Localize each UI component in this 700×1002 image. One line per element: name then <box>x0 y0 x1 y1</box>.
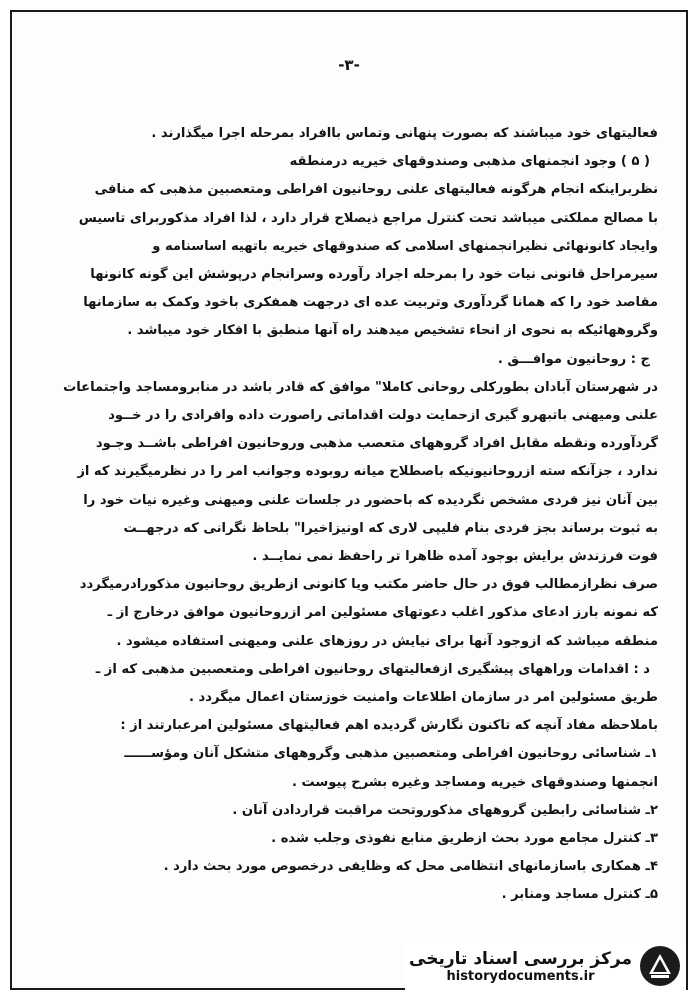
text-line: سیرمراحل قانونی نیات خود را بمرحله اجراد رآورده وسرانجام درپوشش این گونه کانونها <box>90 267 658 283</box>
section-heading: ج : روحانیون موافـــق . <box>497 351 650 367</box>
text-line: فوت فرزندش برایش بوجود آمده ظاهرا تر راحفظ نمی نمایــد . <box>252 549 658 565</box>
list-item: ۱ـ شناسائی روحانیون افراطی ومتعصبین مذهبی وگروههای متشکل آنان ومؤســــــ <box>124 746 658 762</box>
list-item: ۲ـ شناسائی رابطین گروههای مذکوروتحت مراقبت قراردادن آنان . <box>232 802 658 818</box>
text-line: با مصالح مملکتی میباشد تحت کنترل مراجع ذیصلاح قرار دارد ، لذا افراد مذکوربرای تاسیس <box>78 210 658 226</box>
document-body <box>52 120 658 910</box>
list-item: ۴ـ همکاری باسازمانهای انتظامی محل که وظایفی درخصوص مورد بحث دارد . <box>163 859 658 875</box>
text-line: در شهرستان آبادان بطورکلی روحانی کاملا" موافق که قادر باشد در منابرومساجد واجتماعات <box>63 379 658 395</box>
page-number: -۳- <box>338 56 360 74</box>
document-page <box>10 10 688 990</box>
text-line: وایجاد کانونهائی نظیرانجمنهای اسلامی که صندوقهای خیریه باتهیه اساسنامه و <box>152 238 658 254</box>
text-line: فعالیتهای خود میباشند که بصورت پنهانی وتماس باافراد بمرحله اجرا میگذارند . <box>151 126 658 141</box>
archive-watermark <box>405 942 686 990</box>
text-line: نظربراینکه انجام هرگونه فعالیتهای علنی روحانیون افراطی ومتعصبین مذهبی که منافی <box>94 182 658 198</box>
text-line: که نمونه بارز ادعای مذکور اغلب دعوتهای مسئولین امر ازروحانیون موافق درخارج از ـ <box>107 605 658 621</box>
list-item: ۳ـ کنترل مجامع مورد بحث ازطریق منابع نفوذی وجلب شده . <box>271 831 658 847</box>
text-line: علنی ومیهنی باتبهرو گیری ازحمایت دولت اقداماتی راصورت داده وافرادی را در خــود <box>108 408 658 424</box>
watermark-text <box>409 949 632 984</box>
section-heading: ( ۵ ) وجود انجمنهای مذهبی وصندوقهای خیریه درمنطقه <box>289 154 650 170</box>
watermark-name: مرکز بررسی اسناد تاریخی <box>409 948 632 969</box>
text-line: ندارد ، جزآنکه سته ازروحانیونیکه باصطلاح میانه روبوده وجوانب امر را در نظرمیگیرند که از <box>77 464 658 480</box>
text-line: مقاصد خود را که همانا گردآوری وتربیت عده ای درجهت همفکری باخود وکمک به سازمانها <box>83 295 658 311</box>
section-heading: د : اقدامات وراههای پیشگیری ازفعالیتهای روحانیون افراطی ومتعصبین مذهبی که از ـ <box>95 661 650 677</box>
text-line: وگروههائیکه به نحوی از انحاء تشخیص میدهند راه آنها منطبق با افکار خود میباشد . <box>127 323 658 339</box>
text-line: طریق مسئولین امر در سازمان اطلاعات وامنیت خوزستان اعمال میگردد . <box>188 690 658 706</box>
text-line: منطقه میباشد که ازوجود آنها برای نیایش در روزهای علنی ومیهنی استفاده میشود . <box>116 633 658 649</box>
text-line: باملاحظه مفاد آنچه که تاکنون نگارش گردیده اهم فعالیتهای مسئولین امرعبارتند از : <box>120 718 658 734</box>
list-item-continuation: انجمنها وصندوقهای خیریه ومساجد وغیره بشرح پیوست . <box>292 774 658 790</box>
text-line: به ثبوت برساند بجز فردی بنام فلیپی لاری که اونیزاخیرا" بلحاظ نگرانی که درجهــت <box>123 520 658 536</box>
archive-seal-icon <box>638 944 682 988</box>
text-line: گردآورده ونقطه مقابل افراد گروههای متعصب مذهبی وروحانیون افراطی باشــد وجـود <box>95 436 658 452</box>
text-line: صرف نظرازمطالب فوق در حال حاضر مکتب ویا کانونی ازطریق روحانیون مذکورادرمیگردد <box>79 577 658 593</box>
list-item: ۵ـ کنترل مساجد ومنابر . <box>501 887 658 903</box>
text-line: بین آنان نیز فردی مشخص نگردیده که باحضور در جلسات علنی ومیهنی وغیره نیات خود را <box>83 492 658 508</box>
watermark-url: historydocuments.ir <box>446 968 595 984</box>
